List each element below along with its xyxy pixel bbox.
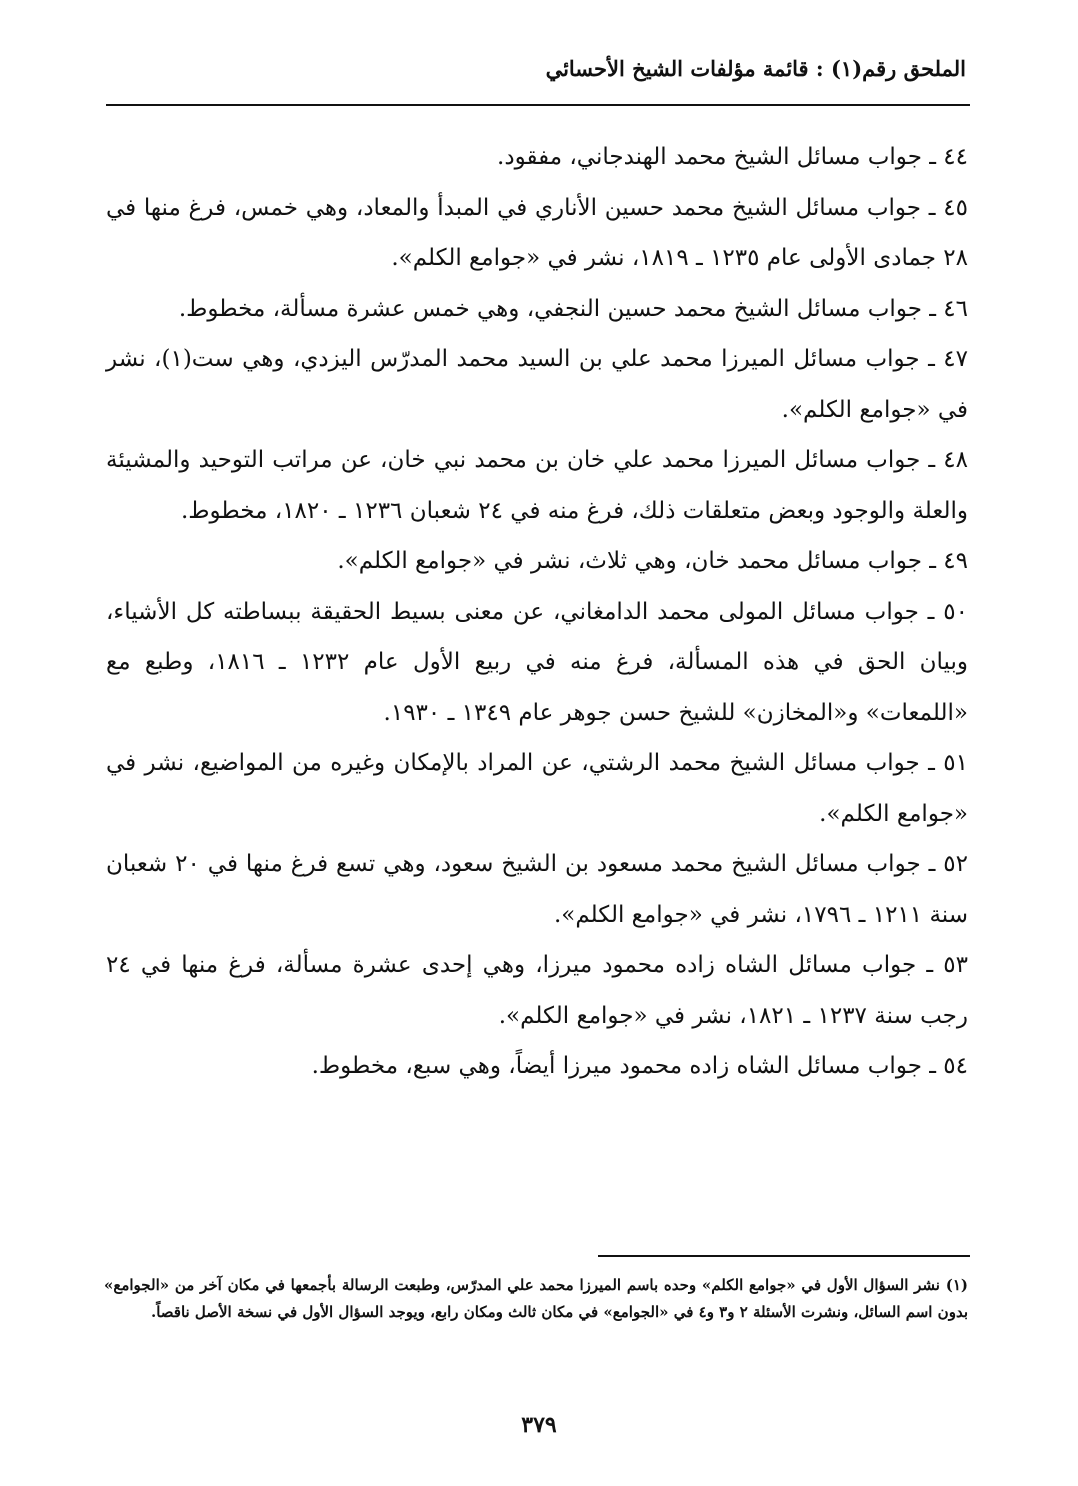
list-item: ٥٢ ـ جواب مسائل الشيخ محمد مسعود بن الشيخ سعود، وهي تسع فرغ منها في ٢٠ شعبان سنة ١٢١١ ـ ١٧٩٦، نشر في «جوامع الكلم». <box>106 851 968 928</box>
list-item: ٤٦ ـ جواب مسائل الشيخ محمد حسين النجفي، وهي خمس عشرة مسألة، مخطوط. <box>178 295 968 322</box>
running-head: الملحق رقم(١) : قائمة مؤلفات الشيخ الأحسائي <box>545 56 966 81</box>
list-item: ٤٩ ـ جواب مسائل محمد خان، وهي ثلاث، نشر في «جوامع الكلم». <box>337 548 968 574</box>
footnote-rule <box>598 1255 970 1257</box>
list-item: ٥٤ ـ جواب مسائل الشاه زاده محمود ميرزا أيضاً، وهي سبع، مخطوط. <box>311 1053 968 1079</box>
list-item: ٤٥ ـ جواب مسائل الشيخ محمد حسين الأناري في المبدأ والمعاد، وهي خمس، فرغ منها في ٢٨ جمادى الأولى عام ١٢٣٥ ـ ١٨١٩، نشر في «جوامع الكلم». <box>106 194 968 271</box>
list-item: ٥٠ ـ جواب مسائل المولى محمد الدامغاني، عن معنى بسيط الحقيقة ببساطته كل الأشياء، وبيان الحق في هذه المسألة، فرغ منه في ربيع الأول عام ١٢٣٢ ـ ١٨١٦، وطبع مع «اللمعات» و«المخازن» للشيخ حسن جوهر عام ١٣٤٩ ـ ١٩٣٠. <box>106 598 968 726</box>
list-item: ٥٣ ـ جواب مسائل الشاه زاده محمود ميرزا، وهي إحدى عشرة مسألة، فرغ منها في ٢٤ رجب سنة ١٢٣٧ ـ ١٨٢١، نشر في «جوامع الكلم». <box>106 952 968 1029</box>
header-rule <box>106 104 970 106</box>
list-item: ٤٨ ـ جواب مسائل الميرزا محمد علي خان بن محمد نبي خان، عن مراتب التوحيد والمشيئة والعلة والوجود وبعض متعلقات ذلك، فرغ منه في ٢٤ شعبان ١٢٣٦ ـ ١٨٢٠، مخطوط. <box>106 447 968 524</box>
entry-list <box>106 132 968 1092</box>
list-item: ٤٧ ـ جواب مسائل الميرزا محمد علي بن السيد محمد المدرّس اليزدي، وهي ست(١)، نشر في «جوامع الكلم». <box>106 346 968 423</box>
list-item: ٥١ ـ جواب مسائل الشيخ محمد الرشتي، عن المراد بالإمكان وغيره من المواضيع، نشر في «جوامع الكلم». <box>106 750 969 827</box>
page-number: ٣٧٩ <box>521 1412 557 1438</box>
footnote: (١) نشر السؤال الأول في «جوامع الكلم» وحده باسم الميرزا محمد علي المدرّس، وطبعت الرسالة بأجمعها في مكان آخر من «الجوامع» بدون اسم السائل، ونشرت الأسئلة ٢ و٣ و٤ في «الجوامع» في مكان ثالث ومكان رابع، ويوجد السؤال الأول في نسخة الأصل ناقصاً. <box>104 1276 968 1321</box>
list-item: ٤٤ ـ جواب مسائل الشيخ محمد الهندجاني، مفقود. <box>497 144 968 170</box>
